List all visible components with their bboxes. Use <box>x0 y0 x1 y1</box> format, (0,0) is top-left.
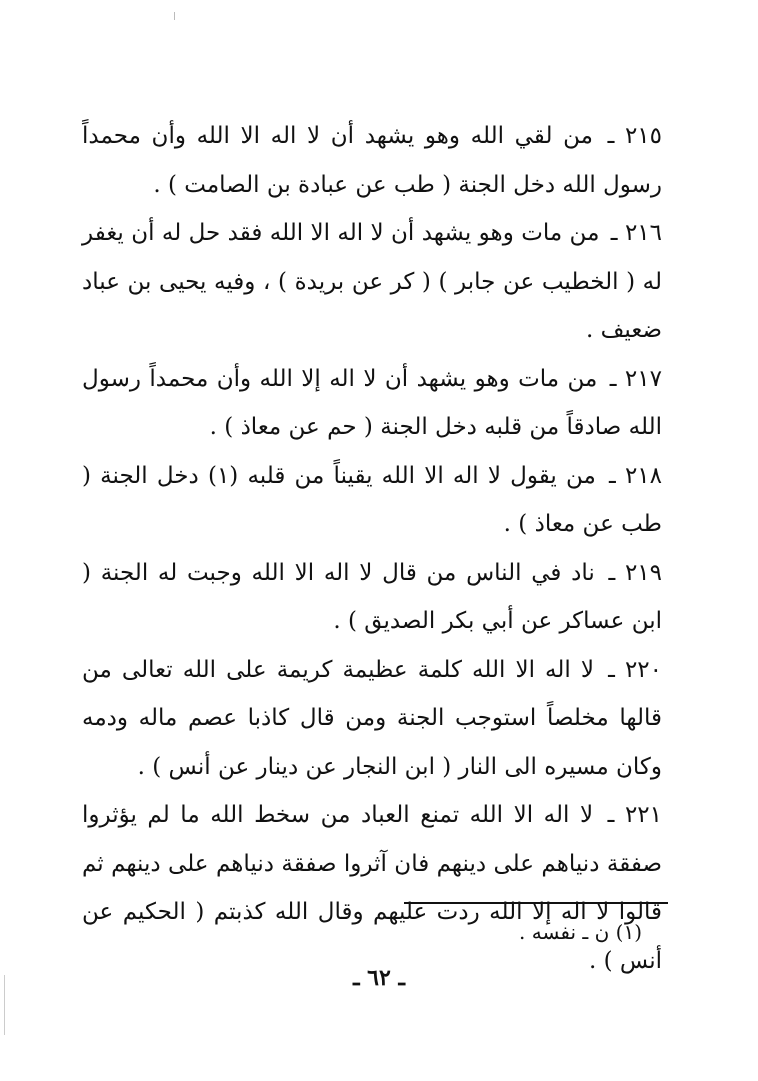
hadith-text: لا اله الا الله تمنع العباد من سخط الله ما لم يؤثروا صفقة دنياهم على دينهم فان آثروا صفقة دنياهم على دينهم ثم قالوا لا اله إلا الله ردت عليهم وقال الله كذبتم ( الحكيم عن أنس ) . <box>82 802 662 974</box>
footnote-divider <box>404 902 668 904</box>
hadith-number: ٢١٥ ـ <box>607 123 662 149</box>
hadith-217 <box>82 355 662 452</box>
hadith-number: ٢٢١ ـ <box>607 802 662 828</box>
scan-mark <box>174 12 175 20</box>
hadith-number: ٢١٨ ـ <box>609 462 663 489</box>
page-number: ـ ٦٢ ـ <box>353 965 405 991</box>
hadith-221 <box>82 791 662 985</box>
hadith-number: ٢١٩ ـ <box>608 559 662 586</box>
hadith-text: من مات وهو يشهد أن لا اله الا الله فقد حل له أن يغفر له ( الخطيب عن جابر ) ( كر عن بريدة ) ، وفيه يحيى بن عباد ضعيف . <box>82 220 662 343</box>
hadith-list <box>82 112 662 985</box>
hadith-text: ناد في الناس من قال لا اله الا الله وجبت له الجنة ( ابن عساكر عن أبي بكر الصديق ) . <box>82 559 662 634</box>
hadith-text: من يقول لا اله الا الله يقيناً من قلبه (١) دخل الجنة ( طب عن معاذ ) . <box>82 462 662 537</box>
hadith-number: ٢١٧ ـ <box>609 365 662 392</box>
hadith-219 <box>82 549 662 646</box>
hadith-number: ٢١٦ ـ <box>610 220 662 246</box>
hadith-218 <box>82 452 662 549</box>
hadith-text: من لقي الله وهو يشهد أن لا اله الا الله وأن محمداً رسول الله دخل الجنة ( طب عن عبادة بن الصامت ) . <box>82 123 662 198</box>
hadith-number: ٢٢٠ ـ <box>608 656 662 683</box>
scan-edge <box>4 975 5 1035</box>
footnote: (١) ن ـ نفسه . <box>519 920 642 944</box>
hadith-text: من مات وهو يشهد أن لا اله إلا الله وأن محمداً رسول الله صادقاً من قلبه دخل الجنة ( حم عن معاذ ) . <box>82 365 662 440</box>
hadith-220 <box>82 646 662 792</box>
hadith-215 <box>82 112 662 209</box>
hadith-text: لا اله الا الله كلمة عظيمة كريمة على الله تعالى من قالها مخلصاً استوجب الجنة ومن قال كاذبا عصم ماله ودمه وكان مسيره الى النار ( ابن النجار عن دينار عن أنس ) . <box>82 656 662 780</box>
hadith-216 <box>82 209 662 355</box>
